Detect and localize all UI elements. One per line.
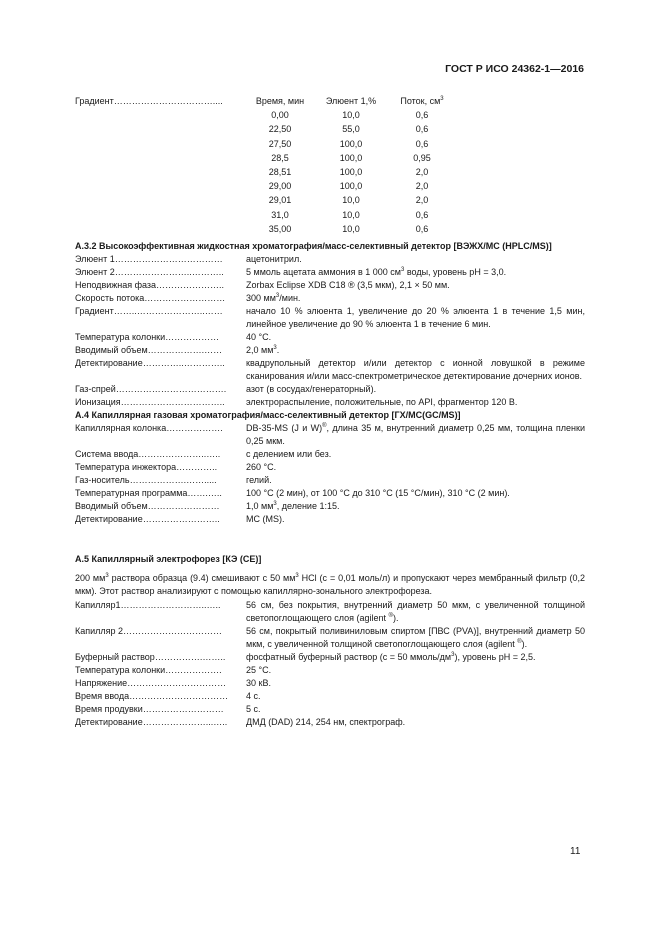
table-cell: 10,0 [342, 209, 360, 220]
table-cell: 0,6 [415, 209, 429, 220]
table-cell: 10,0 [342, 195, 360, 206]
table-cell: 2,0 [415, 166, 429, 177]
time-column [245, 95, 315, 237]
flow-header: Поток, $см^3$ [400, 96, 444, 106]
param-row: Элюент 1……………………………… ацетонитрил. [75, 254, 302, 264]
param-row: Скорость потока……………………… 300 $мм^3$/мин. [75, 293, 301, 303]
table-cell: 100,0 [339, 152, 363, 163]
table-cell: 55,0 [342, 124, 360, 135]
param-row: Капилляр1………………………..….. 56 см, без покрытия, внутренний диаметр 50 мкм, с увеличенной толщиной светопоглощающего слоя (agilent ®). [75, 600, 585, 623]
gradient-label: Градиент…………………………….... [75, 96, 223, 106]
param-row: Ионизация…………………………….. электрораспыление, положительные, по API, фрагментор 120 В. [75, 397, 518, 407]
section-title: A.3.2 Высокоэффективная жидкостная хроматография/масс-селективный детектор [ВЭЖХ/МС (HPLC/MS)] [75, 241, 552, 251]
table-cell: 0,6 [415, 138, 429, 149]
param-row: Детектирование…………..………….. квадрупольный детектор и/или детектор с ионной ловушкой в режиме сканирования и/или масс-спектрометрическое детектирование дочерних ионов. [75, 358, 585, 381]
param-row: Система ввода…………………..….. с делением или без. [75, 449, 332, 459]
eluent-column [315, 95, 387, 237]
ce-section [75, 553, 585, 729]
table-cell: 2,0 [415, 181, 429, 192]
param-row: Вводимый объем……………….…… 2,0 $мм^3$. [75, 345, 280, 355]
table-cell: 35,00 [268, 223, 292, 234]
param-row: Детектирование…………………...….. ДМД (DAD) 214, 254 нм, спектрограф. [75, 717, 406, 727]
param-row: Неподвижная фаза………………….. Zorbax Eclipse XDB C18 ® (3,5 мкм), 2,1 × 50 мм. [75, 280, 450, 290]
table-cell: 27,50 [268, 138, 292, 149]
table-cell: 31,0 [271, 209, 289, 220]
table-cell: 28,51 [268, 166, 292, 177]
table-cell: 28,5 [271, 152, 289, 163]
standard-code: ГОСТ Р ИСО 24362-1—2016 [445, 63, 584, 75]
table-cell: 0,6 [415, 124, 429, 135]
time-header: Время, мин [255, 96, 305, 106]
param-row: Капилляр 2…………………………… 56 см, покрытый поливиниловым спиртом [ПВС (PVA)], внутренний диаметр 50 мкм, с увеличенной толщиной светопоглощающего слоя (agilent ®). [75, 626, 585, 649]
param-row: Температура колонки………………. 25 °C. [75, 665, 272, 675]
table-cell: 0,6 [415, 223, 429, 234]
table-cell: 100,0 [339, 166, 363, 177]
intro-paragraph: 200 $мм^3$ раствора образца (9.4) смешивают с 50 $мм^3$ HCl (с = 0,01 моль/л) и пропускают через мембранный фильтр (0,2 мкм). Этот раствор анализируют с помощью капиллярно-зонального электрофореза. [75, 573, 585, 596]
table-cell: 0,6 [415, 110, 429, 121]
table-cell: 100,0 [339, 181, 363, 192]
section-title: A.5 Капиллярный электрофорез [КЭ (CE)] [75, 554, 262, 564]
table-cell: 10,0 [342, 110, 360, 121]
param-row: Элюент 2……………………..……….. 5 ммоль ацетата аммония в 1 000 $см^3$ воды, уровень pH = 3,0. [75, 267, 507, 277]
param-row: Вводимый объем…………………… 1,0 $мм^3$, деление 1:15. [75, 501, 340, 511]
table-cell: 29,01 [268, 195, 292, 206]
table-cell: 29,00 [268, 181, 292, 192]
page-number: 11 [570, 846, 581, 857]
param-row: Температура инжектора………….. 260 °C. [75, 462, 277, 472]
eluent-header: Элюент 1,% [325, 96, 377, 106]
table-cell: 22,50 [268, 124, 292, 135]
param-row: Газ-носитель……………….……..... гелий. [75, 475, 272, 485]
param-row: Буферный раствор…………….…….. фосфатный буферный раствор (с = 50 ммоль/$дм^3$), уровень pH = 2,5. [75, 652, 536, 662]
param-row: Детектирование…………………….. МС (MS). [75, 514, 285, 524]
param-row: Напряжение…………………………… 30 кВ. [75, 678, 271, 688]
table-cell: 100,0 [339, 138, 363, 149]
param-row: Время продувки……………………… 5 с. [75, 704, 261, 714]
flow-column [387, 95, 457, 237]
param-row: Время ввода…………………………… 4 с. [75, 691, 261, 701]
param-row: Температурная программа…….….. 100 °C (2 мин), от 100 °C до 310 °C (15 °C/мин), 310 °C (2 мин). [75, 488, 510, 498]
section-title: A.4 Капиллярная газовая хроматография/масс-селективный детектор [ГХ/МС(GC/MS)] [75, 410, 461, 420]
table-cell: 0,00 [271, 110, 289, 121]
param-row: Газ-спрей………………………………. азот (в сосудах/генераторный). [75, 384, 377, 394]
hplc-section [75, 240, 585, 526]
param-row: Капиллярная колонка………………. DB-35-MS (J и W)®, длина 35 м, внутренний диаметр 0,25 мм, толщина пленки 0,25 мкм. [75, 423, 585, 446]
table-cell: 10,0 [342, 223, 360, 234]
param-row: Градиент……..…………………..…… начало 10 % элюента 1, увеличение до 20 % элюента 1 в течение 1,5 мин, линейное увеличение до 90 % элюента 1 в течение 6 мин. [75, 306, 585, 329]
table-cell: 0,95 [413, 152, 431, 163]
table-cell: 2,0 [415, 195, 429, 206]
param-row: Температура колонки……………… 40 °C. [75, 332, 272, 342]
